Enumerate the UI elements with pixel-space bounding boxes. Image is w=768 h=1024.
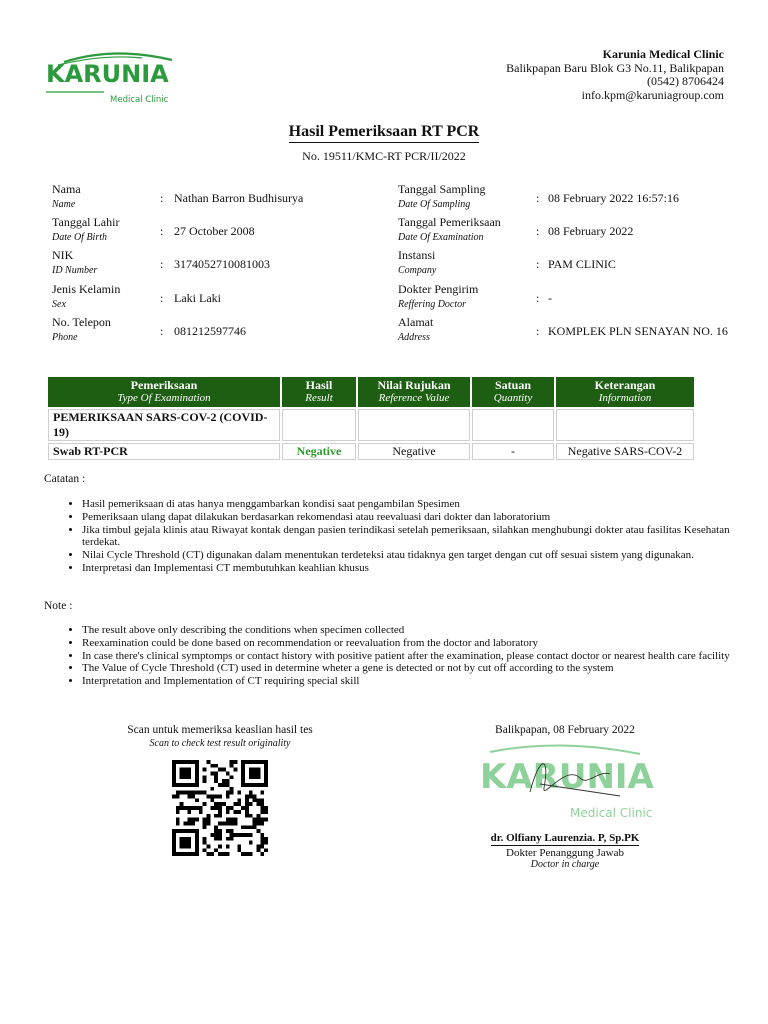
clinic-stamp-logo bbox=[470, 744, 660, 824]
doctor-name: dr. Olfiany Laurenzia. P, Sp.PK bbox=[490, 832, 640, 844]
value-phone: 081212597746 bbox=[174, 324, 246, 338]
document-title: Hasil Pemeriksaan RT PCR bbox=[289, 123, 480, 143]
scan-caption bbox=[110, 724, 330, 749]
label-address: Alamat Address bbox=[398, 315, 434, 343]
clinic-phone: (0542) 8706424 bbox=[647, 74, 724, 88]
sign-place-date: Balikpapan, 08 February 2022 bbox=[495, 724, 635, 736]
label-referring-doctor: Dokter Pengirim Reffering Doctor bbox=[398, 282, 479, 310]
catatan-heading: Catatan : bbox=[44, 473, 86, 485]
logo-subtitle: Medical Clinic bbox=[110, 95, 169, 105]
stamp-subtitle: Medical Clinic bbox=[570, 806, 653, 820]
colon: : bbox=[160, 324, 164, 338]
colon: : bbox=[160, 224, 164, 238]
clinic-address: Balikpapan Baru Blok G3 No.11, Balikpapan bbox=[506, 60, 724, 75]
cell-result: Negative bbox=[282, 443, 356, 460]
header-examination: Pemeriksaan Type Of Examination bbox=[48, 377, 280, 407]
doctor-role-en: Doctor in charge bbox=[530, 859, 600, 870]
empty-cell bbox=[282, 409, 356, 441]
label-company: Instansi Company bbox=[398, 248, 437, 276]
value-name: Nathan Barron Budhisurya bbox=[174, 191, 304, 205]
clinic-name: Karunia Medical Clinic bbox=[602, 47, 724, 61]
value-sex: Laki Laki bbox=[174, 291, 221, 305]
colon: : bbox=[536, 191, 540, 205]
label-exam-date: Tanggal Pemeriksaan Date Of Examination bbox=[398, 215, 501, 243]
doctor-block bbox=[455, 828, 675, 870]
note-heading: Note : bbox=[44, 600, 73, 612]
list-item: • Hasil pemeriksaan di atas hanya menggambarkan kondisi saat pengambilan Spesimen bbox=[82, 498, 732, 511]
header-reference: Nilai Rujukan Reference Value bbox=[358, 377, 470, 407]
stamp-wordmark: KARUNIA bbox=[480, 757, 654, 797]
cell-info: Negative SARS-COV-2 bbox=[556, 443, 694, 460]
value-exam-date: 08 February 2022 bbox=[548, 224, 634, 238]
catatan-list bbox=[46, 498, 732, 575]
qr-code-icon[interactable] bbox=[172, 760, 268, 856]
colon: : bbox=[160, 291, 164, 305]
label-phone: No. Telepon Phone bbox=[52, 315, 111, 343]
colon: : bbox=[536, 291, 540, 305]
list-item: • In case there's clinical symptomps or contact history with positive patient after the examination, please contact doctor or nearest health care facility bbox=[82, 650, 732, 663]
note-list bbox=[46, 624, 732, 688]
cell-unit: - bbox=[472, 443, 554, 460]
colon: : bbox=[536, 224, 540, 238]
list-item: • The result above only describing the conditions when specimen collected bbox=[82, 624, 732, 637]
logo-wordmark: KARUNIA bbox=[46, 60, 169, 88]
label-name: Nama Name bbox=[52, 182, 81, 210]
value-company: PAM CLINIC bbox=[548, 257, 616, 271]
label-sampling-date: Tanggal Sampling Date Of Sampling bbox=[398, 182, 486, 210]
empty-cell bbox=[472, 409, 554, 441]
label-nik: NIK ID Number bbox=[52, 248, 98, 276]
value-nik: 3174052710081003 bbox=[174, 257, 270, 271]
list-item: • Reexamination could be done based on recommendation or reevaluation from the doctor and laboratory bbox=[82, 637, 732, 650]
header-result: Hasil Result bbox=[282, 377, 356, 407]
karunia-logo bbox=[44, 48, 184, 108]
table-row-group bbox=[48, 409, 694, 441]
scan-label: Scan untuk memeriksa keaslian hasil tes bbox=[127, 724, 313, 736]
colon: : bbox=[536, 324, 540, 338]
list-item: • Interpretasi dan Implementasi CT membutuhkan keahlian khusus bbox=[82, 562, 732, 575]
value-sampling-date: 08 February 2022 16:57:16 bbox=[548, 191, 679, 205]
empty-cell bbox=[358, 409, 470, 441]
colon: : bbox=[536, 257, 540, 271]
table-row bbox=[48, 443, 694, 460]
cell-exam: Swab RT-PCR bbox=[48, 443, 280, 460]
value-referring-doctor: - bbox=[548, 291, 552, 305]
clinic-email[interactable]: info.kpm@karuniagroup.com bbox=[581, 87, 724, 102]
cell-reference: Negative bbox=[358, 443, 470, 460]
colon: : bbox=[160, 257, 164, 271]
empty-cell bbox=[556, 409, 694, 441]
list-item: • Pemeriksaan ulang dapat dilakukan berdasarkan rekomendasi atau reevaluasi dari dokter dan laboratorium bbox=[82, 511, 732, 524]
value-dob: 27 October 2008 bbox=[174, 224, 255, 238]
colon: : bbox=[160, 191, 164, 205]
document-number: No. 19511/KMC-RT PCR/II/2022 bbox=[302, 149, 466, 163]
list-item: • Interpretation and Implementation of CT requiring special skill bbox=[82, 675, 732, 688]
header-information: Keterangan Information bbox=[556, 377, 694, 407]
title-wrap bbox=[0, 123, 768, 143]
doctor-role: Dokter Penanggung Jawab bbox=[506, 847, 624, 859]
label-sex: Jenis Kelamin Sex bbox=[52, 282, 121, 310]
header-quantity: Satuan Quantity bbox=[472, 377, 554, 407]
list-item: • Nilai Cycle Threshold (CT) digunakan dalam menentukan terdeteksi atau tidaknya gen target dengan cut off sesuai sistem yang digunakan. bbox=[82, 549, 732, 562]
list-item: • The Value of Cycle Threshold (CT) used in determine wheter a gene is detected or not by cut off according to the system bbox=[82, 662, 732, 675]
table-header-row bbox=[48, 377, 694, 407]
results-table bbox=[46, 375, 696, 462]
value-address: KOMPLEK PLN SENAYAN NO. 16 bbox=[548, 324, 728, 338]
clinic-info bbox=[506, 48, 724, 102]
scan-label-en: Scan to check test result originality bbox=[149, 738, 291, 749]
group-label: PEMERIKSAAN SARS-COV-2 (COVID-19) bbox=[48, 409, 280, 441]
list-item: • Jika timbul gejala klinis atau Riwayat kontak dengan pasien terindikasi setelah pemeriksaan, silahkan menghubungi dokter atau fasilitas Kesehatan terdekat. bbox=[82, 524, 732, 550]
label-dob: Tanggal Lahir Date Of Birth bbox=[52, 215, 120, 243]
